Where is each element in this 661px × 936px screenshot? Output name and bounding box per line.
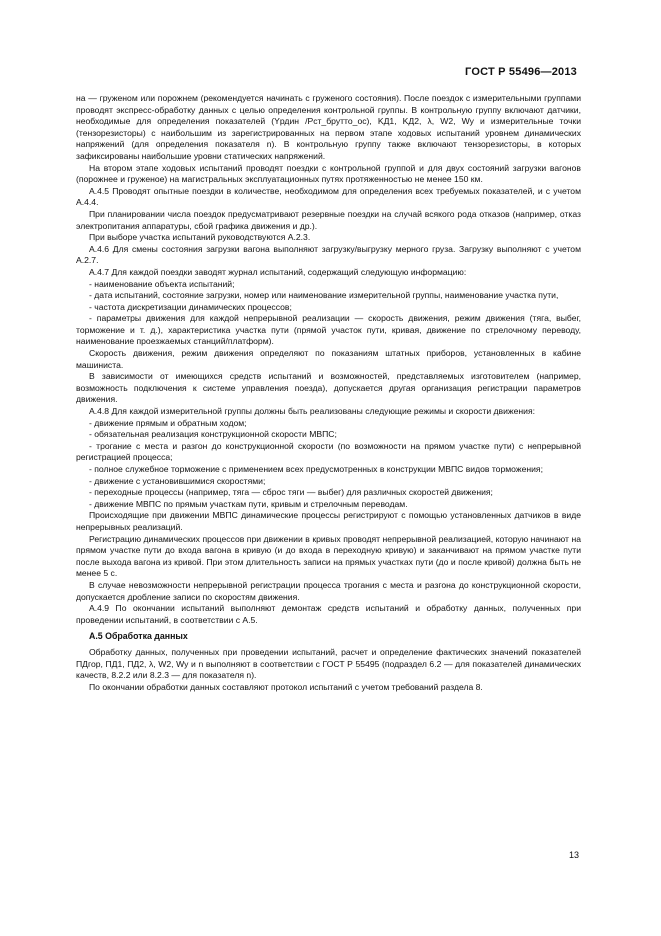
- list-item: - дата испытаний, состояние загрузки, номер или наименование измерительной группы, наименование участка пути,: [89, 290, 559, 301]
- paragraph: При планировании числа поездок предусматривают резервные поездки на случай всякого рода отказов (например, отказ электропитания аппаратуры, сбой графика движения и др.).: [76, 208, 581, 231]
- paragraph: А.4.5 Проводят опытные поездки в количестве, необходимом для определения всех требуемых показателей, и с учетом А.4.4.: [76, 185, 581, 208]
- paragraph: на — груженом или порожнем (рекомендуется начинать с груженого состояния). После поездок с измерительными группами проводят экспресс-обработку данных с целью определения контрольной группы. В контрольную группу включают датчики, необходимые для определения показателей (Yрдин /Pст_брутто_ос), KД1, KД2, λ, W2, Wy и измерительные точки (тензорезисторы) с наибольшим из зарегистрированных на первом этапе ходовых испытаний уровнем динамических напряжений (для определения показателя n). В контрольную группу также включают тензорезисторы, в которых зафиксированы наибольшие уровни статических напряжений.: [76, 93, 581, 161]
- paragraph: Скорость движения, режим движения определяют по показаниям штатных приборов, установленных в кабине машиниста.: [76, 348, 581, 370]
- list-item: - обязательная реализация конструкционной скорости МВПС;: [89, 429, 337, 440]
- list-item: - трогание с места и разгон до конструкционной скорости (по возможности на прямом участке пути) с непрерывной регистрацией процесса;: [76, 440, 581, 463]
- section-heading: А.5 Обработка данных: [89, 631, 188, 642]
- list-item: - движение с установившимися скоростями;: [89, 475, 266, 486]
- list-item: - частота дискретизации динамических процессов;: [89, 301, 292, 312]
- paragraph: А.4.7 Для каждой поездки заводят журнал испытаний, содержащий следующую информацию:: [89, 266, 467, 277]
- paragraph: Регистрацию динамических процессов при движении в кривых проводят непрерывной реализацией, которую начинают на прямом участке пути до входа вагона в кривую (и до входа в переходную кривую) и заканчивают на прямом участке пути после выхода вагона из кривой. При этом длительность записи на прямых участках пути (до и после кривой) должна быть не менее 5 с.: [76, 533, 581, 579]
- paragraph: В зависимости от имеющихся средств испытаний и возможностей, представляемых изготовителем (например, возможность подключения к системе управления поезда), допускается другая организация регистрации параметров движения.: [76, 371, 581, 405]
- paragraph: На втором этапе ходовых испытаний проводят поездки с контрольной группой и для двух состояний загрузки вагонов (порожнее и груженое) на магистральных эксплуатационных путях протяженностью не менее 150 км.: [76, 162, 581, 185]
- paragraph: При выборе участка испытаний руководствуются А.2.3.: [89, 232, 311, 243]
- list-item: - параметры движения для каждой непрерывной реализации — скорость движения, режим движения (тяга, выбег, торможение и т. д.), характеристика участка пути (прямой участок пути, кривая, движение по стрелочному переводу, наименование проезжаемых станций/платформ).: [76, 313, 581, 347]
- list-item: - полное служебное торможение с применением всех предусмотренных в конструкции МВПС видов торможения;: [89, 464, 543, 474]
- list-item: - переходные процессы (например, тяга — сброс тяги — выбег) для различных скоростей движения;: [89, 487, 493, 498]
- paragraph: А.4.9 По окончании испытаний выполняют демонтаж средств испытаний и обработку данных, полученных при проведении испытаний, в соответствии с А.5.: [76, 603, 581, 625]
- paragraph: А.4.6 Для смены состояния загрузки вагона выполняют загрузку/выгрузку мерного груза. Загрузку выполняют с учетом А.2.7.: [76, 243, 581, 266]
- list-item: - движение прямым и обратным ходом;: [89, 417, 247, 428]
- document-header: ГОСТ Р 55496—2013: [465, 66, 577, 78]
- list-item: - движение МВПС по прямым участкам пути, кривым и стрелочным переводам.: [89, 498, 408, 509]
- paragraph: В случае невозможности непрерывной регистрации процесса трогания с места и разгона до конструкционной скорости, допускается дробление записи по скоростям движения.: [76, 579, 581, 602]
- page-number: 13: [568, 850, 579, 860]
- page-body: [76, 93, 581, 693]
- list-item: - наименование объекта испытаний;: [89, 278, 235, 289]
- paragraph: Происходящие при движении МВПС динамические процессы регистрируют с помощью установленных датчиков в виде непрерывных реализаций.: [76, 510, 581, 532]
- paragraph: А.4.8 Для каждой измерительной группы должны быть реализованы следующие режимы и скорости движения:: [89, 406, 536, 417]
- paragraph: Обработку данных, полученных при проведении испытаний, расчет и определение фактических значений показателей ПДгор, ПД1, ПД2, λ, W2, Wy и n выполняют в соответствии с ГОСТ Р 55495 (подраздел 6.2 — для показателей динамических качеств, 8.2.2 или 8.2.3 — для показателя n).: [76, 646, 581, 681]
- paragraph: По окончании обработки данных составляют протокол испытаний с учетом требований раздела 8.: [89, 681, 483, 692]
